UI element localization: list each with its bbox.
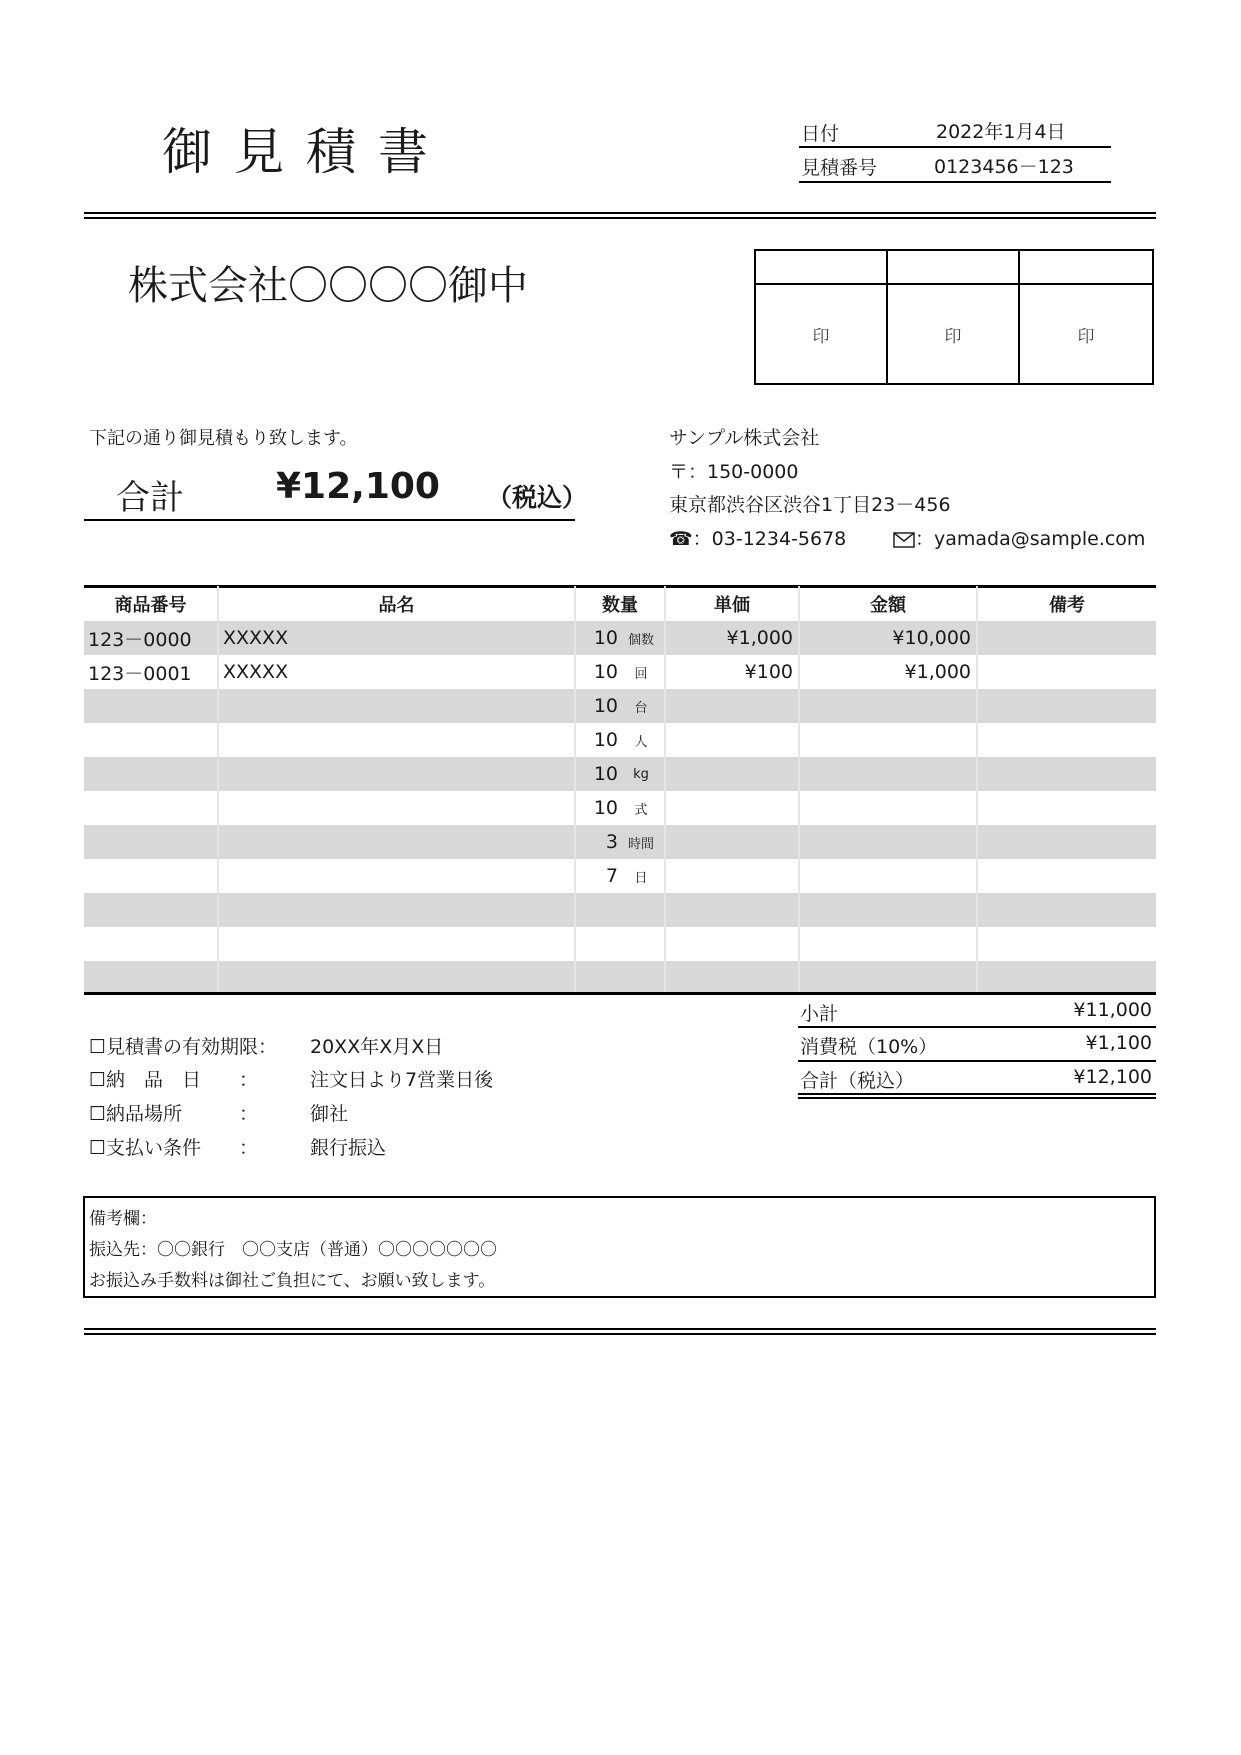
- bottom-rule-1: [84, 1328, 1156, 1330]
- cell-product-name: [218, 859, 575, 893]
- subtotal-rule: [798, 1026, 1156, 1028]
- tax-label: 消費税（10%）: [800, 1036, 938, 1058]
- condition-payment-value: 銀行振込: [310, 1137, 387, 1159]
- cell-amount: [799, 961, 977, 995]
- table-row: [84, 757, 1156, 791]
- quantity-number: 3: [605, 831, 618, 853]
- cell-product-name: [218, 757, 575, 791]
- cell-product-code: [84, 791, 218, 825]
- date-underline: [799, 146, 1111, 148]
- table-row: [84, 825, 1156, 859]
- stamp-cell-2: 印: [888, 285, 1020, 383]
- quantity-unit: 時間: [627, 836, 654, 852]
- quote-number-value: 0123456－123: [934, 156, 1074, 178]
- cell-unit-price: [665, 893, 799, 927]
- cell-quantity: [575, 655, 665, 689]
- cell-unit-price: [665, 689, 799, 723]
- cell-amount: [799, 859, 977, 893]
- issuer-address: 東京都渋谷区渋谷1丁目23－456: [669, 494, 951, 516]
- cell-product-code: 123－0000: [84, 621, 218, 655]
- tax-rule: [798, 1060, 1156, 1062]
- date-value: 2022年1月4日: [936, 121, 1066, 143]
- subtotal-value: ¥11,000: [1073, 999, 1152, 1021]
- document-title: 御見積書: [162, 123, 450, 181]
- stamp-cell-1: 印: [756, 285, 888, 383]
- condition-payment-label: ☐支払い条件 ：: [89, 1137, 259, 1159]
- condition-delivery-place-value: 御社: [310, 1103, 349, 1125]
- cell-unit-price: [665, 791, 799, 825]
- cell-unit-price: ¥1,000: [665, 621, 799, 655]
- cell-unit-price: [665, 825, 799, 859]
- cell-product-name: [218, 825, 575, 859]
- total-underline: [84, 519, 575, 521]
- issuer-company: サンプル株式会社: [669, 427, 820, 449]
- date-label: 日付: [801, 123, 840, 145]
- cell-quantity: [575, 757, 665, 791]
- envelope-icon: [893, 528, 915, 550]
- total-label: 合計: [116, 478, 184, 518]
- condition-validity-label: ☐見積書の有効期限：: [89, 1036, 278, 1058]
- quantity-number: 10: [593, 729, 618, 751]
- table-row: [84, 859, 1156, 893]
- total-amount: ¥12,100: [276, 466, 440, 507]
- cell-amount: [799, 757, 977, 791]
- cell-product-name: [218, 689, 575, 723]
- cell-unit-price: [665, 723, 799, 757]
- cell-product-code: [84, 825, 218, 859]
- cell-product-name: [218, 961, 575, 995]
- quantity-unit: 台: [634, 700, 648, 716]
- header-unit-price: 単価: [665, 586, 799, 621]
- tax-row: [800, 1032, 1156, 1059]
- cell-amount: [799, 927, 977, 961]
- condition-validity-value: 20XX年X月X日: [310, 1036, 444, 1058]
- header-quantity: 数量: [575, 586, 665, 621]
- quantity-unit: 回: [634, 666, 648, 682]
- cell-product-code: [84, 757, 218, 791]
- stamp-header-2: [888, 251, 1020, 285]
- header-amount: 金額: [799, 586, 977, 621]
- condition-delivery-date-value: 注文日より7営業日後: [310, 1069, 494, 1091]
- items-table: [84, 586, 1156, 995]
- cell-product-name: [218, 723, 575, 757]
- grand-total-rule-1: [798, 1093, 1156, 1095]
- cell-notes: [977, 961, 1156, 995]
- cell-unit-price: [665, 961, 799, 995]
- quantity-number: 7: [605, 865, 618, 887]
- grand-total-value: ¥12,100: [1073, 1066, 1152, 1088]
- cell-quantity: [575, 621, 665, 655]
- cell-unit-price: [665, 927, 799, 961]
- quantity-unit: 日: [634, 870, 648, 886]
- quantity-number: 10: [593, 763, 618, 785]
- cell-notes: [977, 791, 1156, 825]
- cell-quantity: [575, 961, 665, 995]
- cell-product-code: 123－0001: [88, 662, 192, 685]
- cell-notes: [977, 893, 1156, 927]
- cell-notes: [977, 689, 1156, 723]
- cell-amount: [799, 723, 977, 757]
- table-row: [84, 927, 1156, 961]
- cell-amount: [799, 791, 977, 825]
- quantity-unit: kg: [633, 766, 649, 782]
- cell-quantity: [575, 859, 665, 893]
- condition-delivery-place-label: ☐納品場所 ：: [89, 1103, 259, 1125]
- cell-amount: [799, 825, 977, 859]
- cell-product-name: XXXXX: [218, 621, 575, 655]
- issuer-email-row: [893, 524, 1145, 551]
- cell-product-name: [218, 791, 575, 825]
- quantity-number: 10: [593, 627, 618, 649]
- stamp-header-1: [756, 251, 888, 285]
- tax-value: ¥1,100: [1085, 1032, 1152, 1054]
- stamp-cell-3: 印: [1077, 326, 1095, 347]
- cell-product-code: [84, 961, 218, 995]
- table-row: [84, 723, 1156, 757]
- cell-product-name: XXXXX: [218, 655, 575, 689]
- cell-notes: [977, 825, 1156, 859]
- header-product-name: 品名: [218, 586, 575, 621]
- stamp-header-3: [1020, 251, 1152, 285]
- table-row: [84, 689, 1156, 723]
- top-rule-2: [84, 217, 1156, 219]
- condition-delivery-date-label: ☐納 品 日 ：: [89, 1069, 259, 1091]
- grand-total-rule-2: [798, 1097, 1156, 1099]
- quantity-number: 10: [593, 661, 618, 683]
- cell-quantity: [575, 927, 665, 961]
- cell-product-name: [218, 927, 575, 961]
- grand-total-row: [800, 1066, 1156, 1093]
- remarks-heading: 備考欄：: [89, 1209, 157, 1229]
- client-name: 株式会社〇〇〇〇御中: [128, 263, 528, 309]
- tax-included-note: （税込）: [487, 483, 588, 512]
- issuer-email: ：yamada@sample.com: [915, 528, 1146, 550]
- table-header-row: [84, 586, 1156, 621]
- header-product-code: 商品番号: [114, 594, 187, 616]
- table-row: [84, 893, 1156, 927]
- remarks-box: [83, 1196, 1156, 1298]
- top-rule-1: [84, 212, 1156, 214]
- intro-text: 下記の通り御見積もり致します。: [89, 428, 358, 449]
- cell-notes: [977, 723, 1156, 757]
- subtotal-row: [800, 999, 1156, 1026]
- quantity-unit: 人: [634, 734, 648, 750]
- table-row: [84, 621, 1156, 655]
- cell-unit-price: [665, 757, 799, 791]
- cell-product-name: [218, 893, 575, 927]
- cell-product-code: [84, 689, 218, 723]
- cell-amount: ¥1,000: [799, 655, 977, 689]
- header-notes: 備考: [977, 586, 1156, 621]
- cell-product-code: [84, 927, 218, 961]
- quantity-number: 10: [593, 695, 618, 717]
- cell-notes: [977, 757, 1156, 791]
- cell-notes: [977, 927, 1156, 961]
- issuer-postal: 〒：150-0000: [669, 461, 799, 483]
- cell-product-code: [84, 723, 218, 757]
- quantity-unit: 式: [634, 802, 648, 818]
- cell-notes: [977, 621, 1156, 655]
- approval-stamp-boxes: [754, 249, 1154, 385]
- cell-unit-price: ¥100: [665, 655, 799, 689]
- cell-notes: [977, 859, 1156, 893]
- cell-product-code: [84, 859, 218, 893]
- subtotal-label: 小計: [800, 1003, 839, 1025]
- table-row: [84, 655, 1156, 689]
- remarks-fee-note: お振込み手数料は御社ご負担にて、お願い致します。: [89, 1271, 496, 1291]
- cell-amount: ¥10,000: [799, 621, 977, 655]
- cell-notes: [977, 655, 1156, 689]
- cell-amount: [799, 893, 977, 927]
- cell-quantity: [575, 893, 665, 927]
- quote-number-label: 見積番号: [801, 157, 878, 179]
- number-underline: [799, 181, 1111, 183]
- quantity-unit: 個数: [627, 632, 654, 648]
- cell-product-code: [84, 893, 218, 927]
- bottom-rule-2: [84, 1333, 1156, 1335]
- table-row: [84, 961, 1156, 995]
- cell-amount: [799, 689, 977, 723]
- table-bottom-rule: [84, 992, 1156, 995]
- grand-total-label: 合計（税込）: [800, 1070, 915, 1092]
- quantity-number: 10: [593, 797, 618, 819]
- remarks-bank-info: 振込先：〇〇銀行 〇〇支店（普通）〇〇〇〇〇〇〇: [89, 1240, 497, 1260]
- cell-quantity: [575, 723, 665, 757]
- cell-quantity: [575, 825, 665, 859]
- cell-quantity: [575, 689, 665, 723]
- cell-unit-price: [665, 859, 799, 893]
- cell-quantity: [575, 791, 665, 825]
- issuer-phone: ☎：03-1234-5678: [669, 528, 847, 550]
- table-row: [84, 791, 1156, 825]
